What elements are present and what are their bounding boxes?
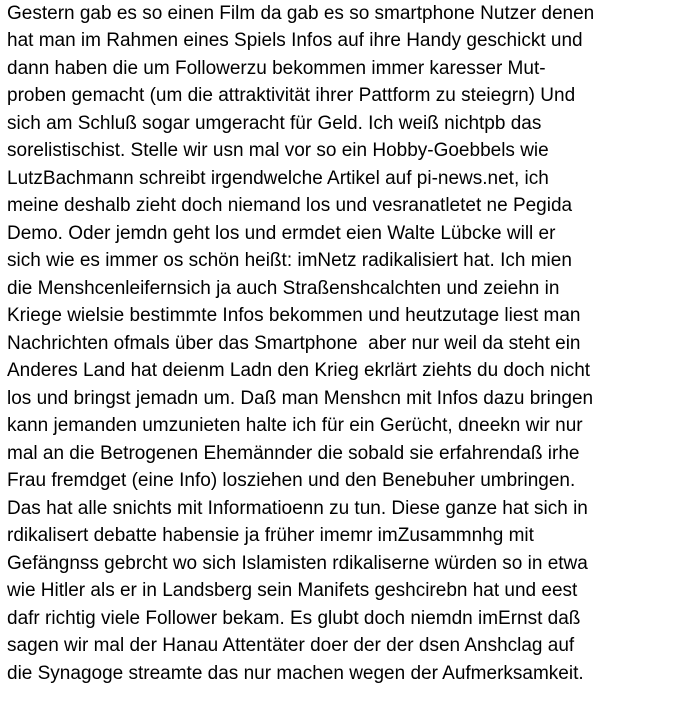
text-line: Anderes Land hat deienm Ladn den Krieg ekrlärt ziehts du doch nicht	[7, 360, 591, 381]
text-line: sich wie es immer os schön heißt: imNetz radikalisiert hat. Ich mien	[7, 250, 572, 271]
text-line: Frau fremdget (eine Info) losziehen und den Benebuher umbringen.	[7, 470, 576, 491]
text-line: hat man im Rahmen eines Spiels Infos auf ihre Handy geschickt und	[7, 30, 583, 51]
text-line: Gefängnss gebrcht wo sich Islamisten rdikaliserne würden so in etwa	[7, 553, 588, 574]
text-line: rdikalisert debatte habensie ja früher imemr imZusammnhg mit	[7, 525, 534, 546]
text-line: sorelistischist. Stelle wir usn mal vor so ein Hobby-Goebbels wie	[7, 140, 549, 161]
text-line: proben gemacht (um die attraktivität ihrer Pattform zu steiegrn) Und	[7, 85, 576, 106]
text-line: Demo. Oder jemdn geht los und ermdet eien Walte Lübcke will er	[7, 223, 556, 244]
text-line: die Synagoge streamte das nur machen wegen der Aufmerksamkeit.	[7, 663, 584, 684]
text-line: LutzBachmann schreibt irgendwelche Artikel auf pi-news.net, ich	[7, 168, 549, 189]
text-line: meine deshalb zieht doch niemand los und vesranatletet ne Pegida	[7, 195, 573, 216]
text-line: wie Hitler als er in Landsberg sein Manifets geshcirebn hat und eest	[7, 580, 578, 601]
text-line: kann jemanden umzunieten halte ich für ein Gerücht, dneekn wir nur	[7, 415, 583, 436]
text-line: Gestern gab es so einen Film da gab es so smartphone Nutzer denen	[7, 3, 595, 24]
text-line: sagen wir mal der Hanau Attentäter doer der der dsen Anshclag auf	[7, 635, 575, 656]
text-line: dann haben die um Followerzu bekommen immer karesser Mut-	[7, 58, 546, 79]
text-line: die Menshcenleifernsich ja auch Straßenshcalchten und zeiehn in	[7, 278, 560, 299]
text-line: dafr richtig viele Follower bekam. Es glubt doch niemdn imErnst daß	[7, 608, 581, 629]
text-line: Das hat alle snichts mit Informatioenn zu tun. Diese ganze hat sich in	[7, 498, 588, 519]
text-line: Kriege wielsie bestimmte Infos bekommen und heutzutage liest man	[7, 305, 581, 326]
text-line: mal an die Betrogenen Ehemännder die sobald sie erfahrendaß irhe	[7, 443, 580, 464]
text-line: sich am Schluß sogar umgeracht für Geld. Ich weiß nichtpb das	[7, 113, 542, 134]
text-line: Nachrichten ofmals über das Smartphone aber nur weil da steht ein	[7, 333, 581, 354]
text-line: los und bringst jemadn um. Daß man Menshcn mit Infos dazu bringen	[7, 388, 594, 409]
